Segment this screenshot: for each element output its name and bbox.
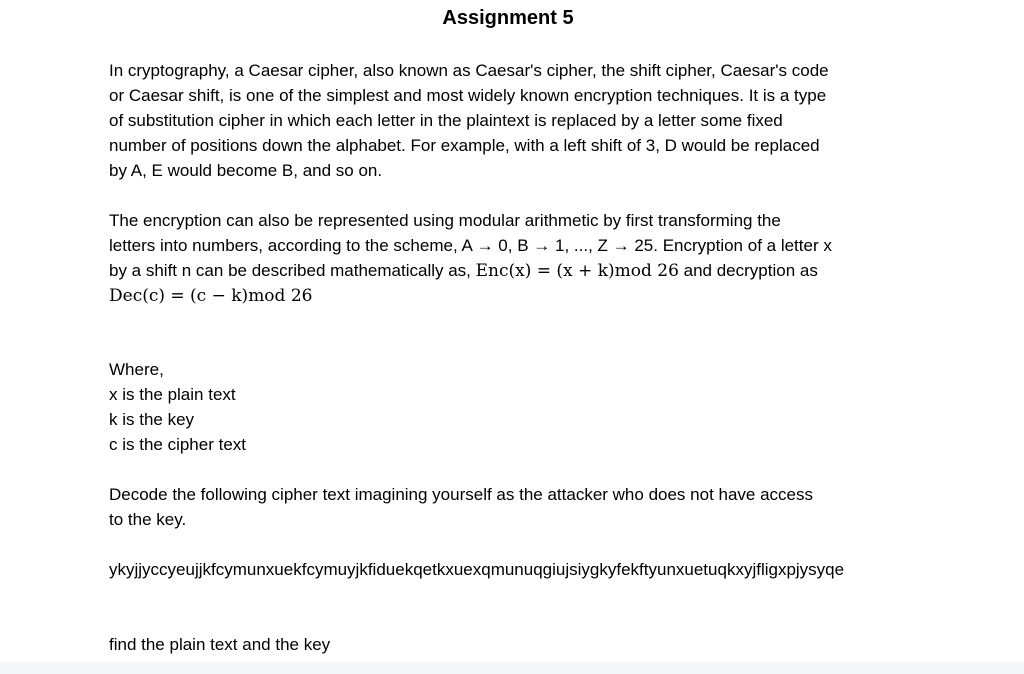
decryption-formula: Dec(c) = (c − k)mod 26 <box>109 286 313 306</box>
page-title: Assignment 5 <box>442 7 574 29</box>
modular-line: letters into numbers, according to the scheme, A → 0, B → 1, ..., Z → 25. Encryption of a letter x <box>109 236 832 255</box>
modular-line: The encryption can also be represented using modular arithmetic by first transforming the <box>109 211 781 230</box>
decode-line: Decode the following cipher text imagining yourself as the attacker who does not have access <box>109 485 814 504</box>
where-definitions <box>109 357 909 457</box>
cipher-text-block <box>109 557 909 582</box>
definition-plain-text: x is the plain text <box>109 385 236 404</box>
intro-paragraph <box>109 58 909 183</box>
intro-line: In cryptography, a Caesar cipher, also known as Caesar's cipher, the shift cipher, Caesar's code <box>109 61 829 80</box>
cipher-text: ykyjjyccyeujjkfcymunxuekfcymuyjkfiduekqetkxuexqmunuqgiujsiygkyfekftyunxuetuqkxyjfligxpjysyqe <box>109 560 845 579</box>
decode-instructions <box>109 482 909 532</box>
decode-line: to the key. <box>109 510 187 529</box>
modular-line-with-formula <box>109 258 909 284</box>
intro-line: of substitution cipher in which each letter in the plaintext is replaced by a letter some fixed <box>109 111 783 130</box>
final-instruction <box>109 632 909 657</box>
page-bottom-shade <box>0 662 1024 674</box>
final-instruction-text: find the plain text and the key <box>109 635 331 654</box>
modular-arithmetic-paragraph <box>109 208 909 309</box>
modular-line-mid: and decryption as <box>678 261 818 280</box>
definition-key: k is the key <box>109 410 195 429</box>
modular-line-prefix: by a shift n can be described mathematically as, <box>109 261 476 280</box>
definition-cipher-text: c is the cipher text <box>109 435 247 454</box>
where-heading: Where, <box>109 360 164 379</box>
encryption-formula: Enc(x) = (x + k)mod 26 <box>475 261 679 281</box>
intro-line: or Caesar shift, is one of the simplest and most widely known encryption techniques. It is a type <box>109 86 827 105</box>
intro-line: number of positions down the alphabet. For example, with a left shift of 3, D would be replaced <box>109 136 820 155</box>
intro-line: by A, E would become B, and so on. <box>109 161 383 180</box>
